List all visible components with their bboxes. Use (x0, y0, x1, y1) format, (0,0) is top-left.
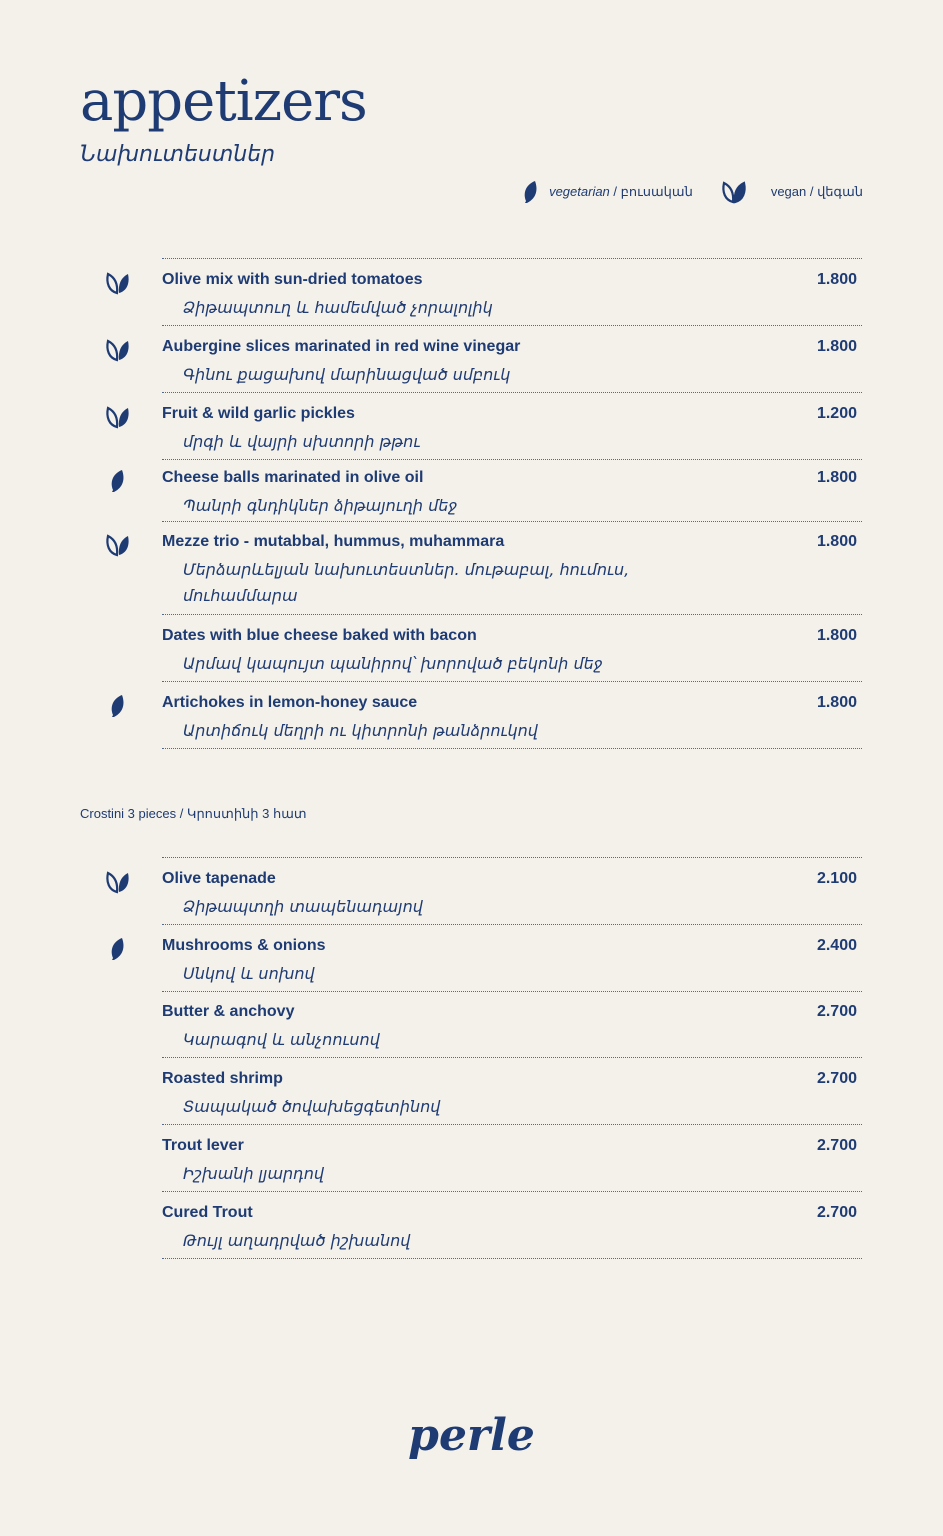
menu-item-price: 1.800 (816, 338, 857, 355)
menu-item-name: Dates with blue cheese baked with bacon (162, 627, 477, 644)
dotted-divider (162, 392, 862, 393)
menu-item-price: 1.800 (816, 271, 857, 288)
menu-item-name: Cheese balls marinated in olive oil (162, 469, 424, 486)
dotted-divider (162, 521, 862, 522)
menu-item-name: Aubergine slices marinated in red wine vinegar (162, 338, 521, 355)
menu-item-name: Artichokes in lemon-honey sauce (162, 694, 418, 711)
menu-item-price: 2.700 (816, 1204, 857, 1221)
menu-item-armenian: Ձիթապտղի տապենադայով (183, 897, 423, 916)
legend-vegetarian-en: vegetarian (549, 184, 610, 199)
menu-item-name: Olive mix with sun-dried tomatoes (162, 271, 423, 288)
menu-item-price: 1.800 (816, 627, 857, 644)
double-leaf-icon (104, 868, 132, 896)
perle-logo: perle (408, 1410, 535, 1461)
double-leaf-icon (104, 336, 132, 364)
double-leaf-icon (104, 531, 132, 559)
single-leaf-icon (104, 467, 132, 495)
dotted-divider (162, 857, 862, 858)
dotted-divider (162, 1258, 862, 1259)
menu-item-price: 2.700 (816, 1137, 857, 1154)
legend-vegetarian-am: / բուսական (609, 184, 693, 199)
menu-item-armenian: Ձիթապտուղ և համեմված չորալոլիկ (183, 298, 493, 317)
menu-item-name: Mushrooms & onions (162, 937, 326, 954)
crostini-section-label: Crostini 3 pieces / Կրոստինի 3 հատ (80, 806, 307, 821)
menu-item-price: 1.200 (816, 405, 857, 422)
menu-item-armenian: Արմավ կապույտ պանիրով՝ խորոված բեկոնի մեջ (183, 654, 603, 673)
dotted-divider (162, 1124, 862, 1125)
menu-item-armenian: Գինու քացախով մարինացված սմբուկ (183, 365, 511, 384)
dotted-divider (162, 991, 862, 992)
legend-vegetarian (523, 180, 693, 204)
menu-item-name: Butter & anchovy (162, 1003, 295, 1020)
dotted-divider (162, 748, 862, 749)
menu-item-price: 2.100 (816, 870, 857, 887)
dotted-divider (162, 1191, 862, 1192)
dotted-divider (162, 1057, 862, 1058)
menu-item-armenian: Սնկով և սոխով (183, 964, 315, 983)
dotted-divider (162, 459, 862, 460)
dotted-divider (162, 614, 862, 615)
legend-vegan-label: vegan / վեգան (770, 184, 863, 199)
menu-item-name: Roasted shrimp (162, 1070, 283, 1087)
double-leaf-icon (104, 403, 132, 431)
menu-item-price: 1.800 (816, 469, 857, 486)
menu-item-armenian: Մերձարևելյան նախուտեստներ. մութաբալ, հումուս, մուհամմարա (183, 560, 630, 605)
menu-item-price: 2.400 (816, 937, 857, 954)
menu-item-price: 1.800 (816, 533, 857, 550)
menu-item-armenian: մրգի և վայրի սխտորի թթու (183, 432, 421, 451)
dotted-divider (162, 258, 862, 259)
dotted-divider (162, 681, 862, 682)
menu-item-price: 2.700 (816, 1003, 857, 1020)
single-leaf-icon (104, 692, 132, 720)
diet-legend (523, 180, 863, 204)
menu-item-name: Cured Trout (162, 1204, 253, 1221)
menu-item-armenian: Կարագով և անչոուսով (183, 1030, 380, 1049)
menu-item-armenian: Արտիճուկ մեղրի ու կիտրոնի թանձրուկով (183, 721, 538, 740)
single-leaf-icon (104, 935, 132, 963)
dotted-divider (162, 924, 862, 925)
menu-item-price: 2.700 (816, 1070, 857, 1087)
single-leaf-icon (523, 180, 539, 204)
double-leaf-icon (721, 180, 747, 204)
menu-item-armenian: Իշխանի լյարդով (183, 1164, 325, 1183)
legend-vegan (721, 180, 863, 204)
menu-item-name: Olive tapenade (162, 870, 276, 887)
menu-item-armenian: Տապակած ծովախեցգետինով (183, 1097, 441, 1116)
menu-item-price: 1.800 (816, 694, 857, 711)
menu-item-name: Fruit & wild garlic pickles (162, 405, 355, 422)
menu-item-armenian: Թույլ աղադրված իշխանով (183, 1231, 411, 1250)
page-subtitle: Նախուտեստներ (80, 142, 276, 167)
menu-item-armenian: Պանրի գնդիկներ ձիթայուղի մեջ (183, 496, 458, 515)
double-leaf-icon (104, 269, 132, 297)
menu-item-name: Mezze trio - mutabbal, hummus, muhammara (162, 533, 505, 550)
menu-item-name: Trout lever (162, 1137, 244, 1154)
dotted-divider (162, 325, 862, 326)
page-title: appetizers (80, 69, 367, 134)
